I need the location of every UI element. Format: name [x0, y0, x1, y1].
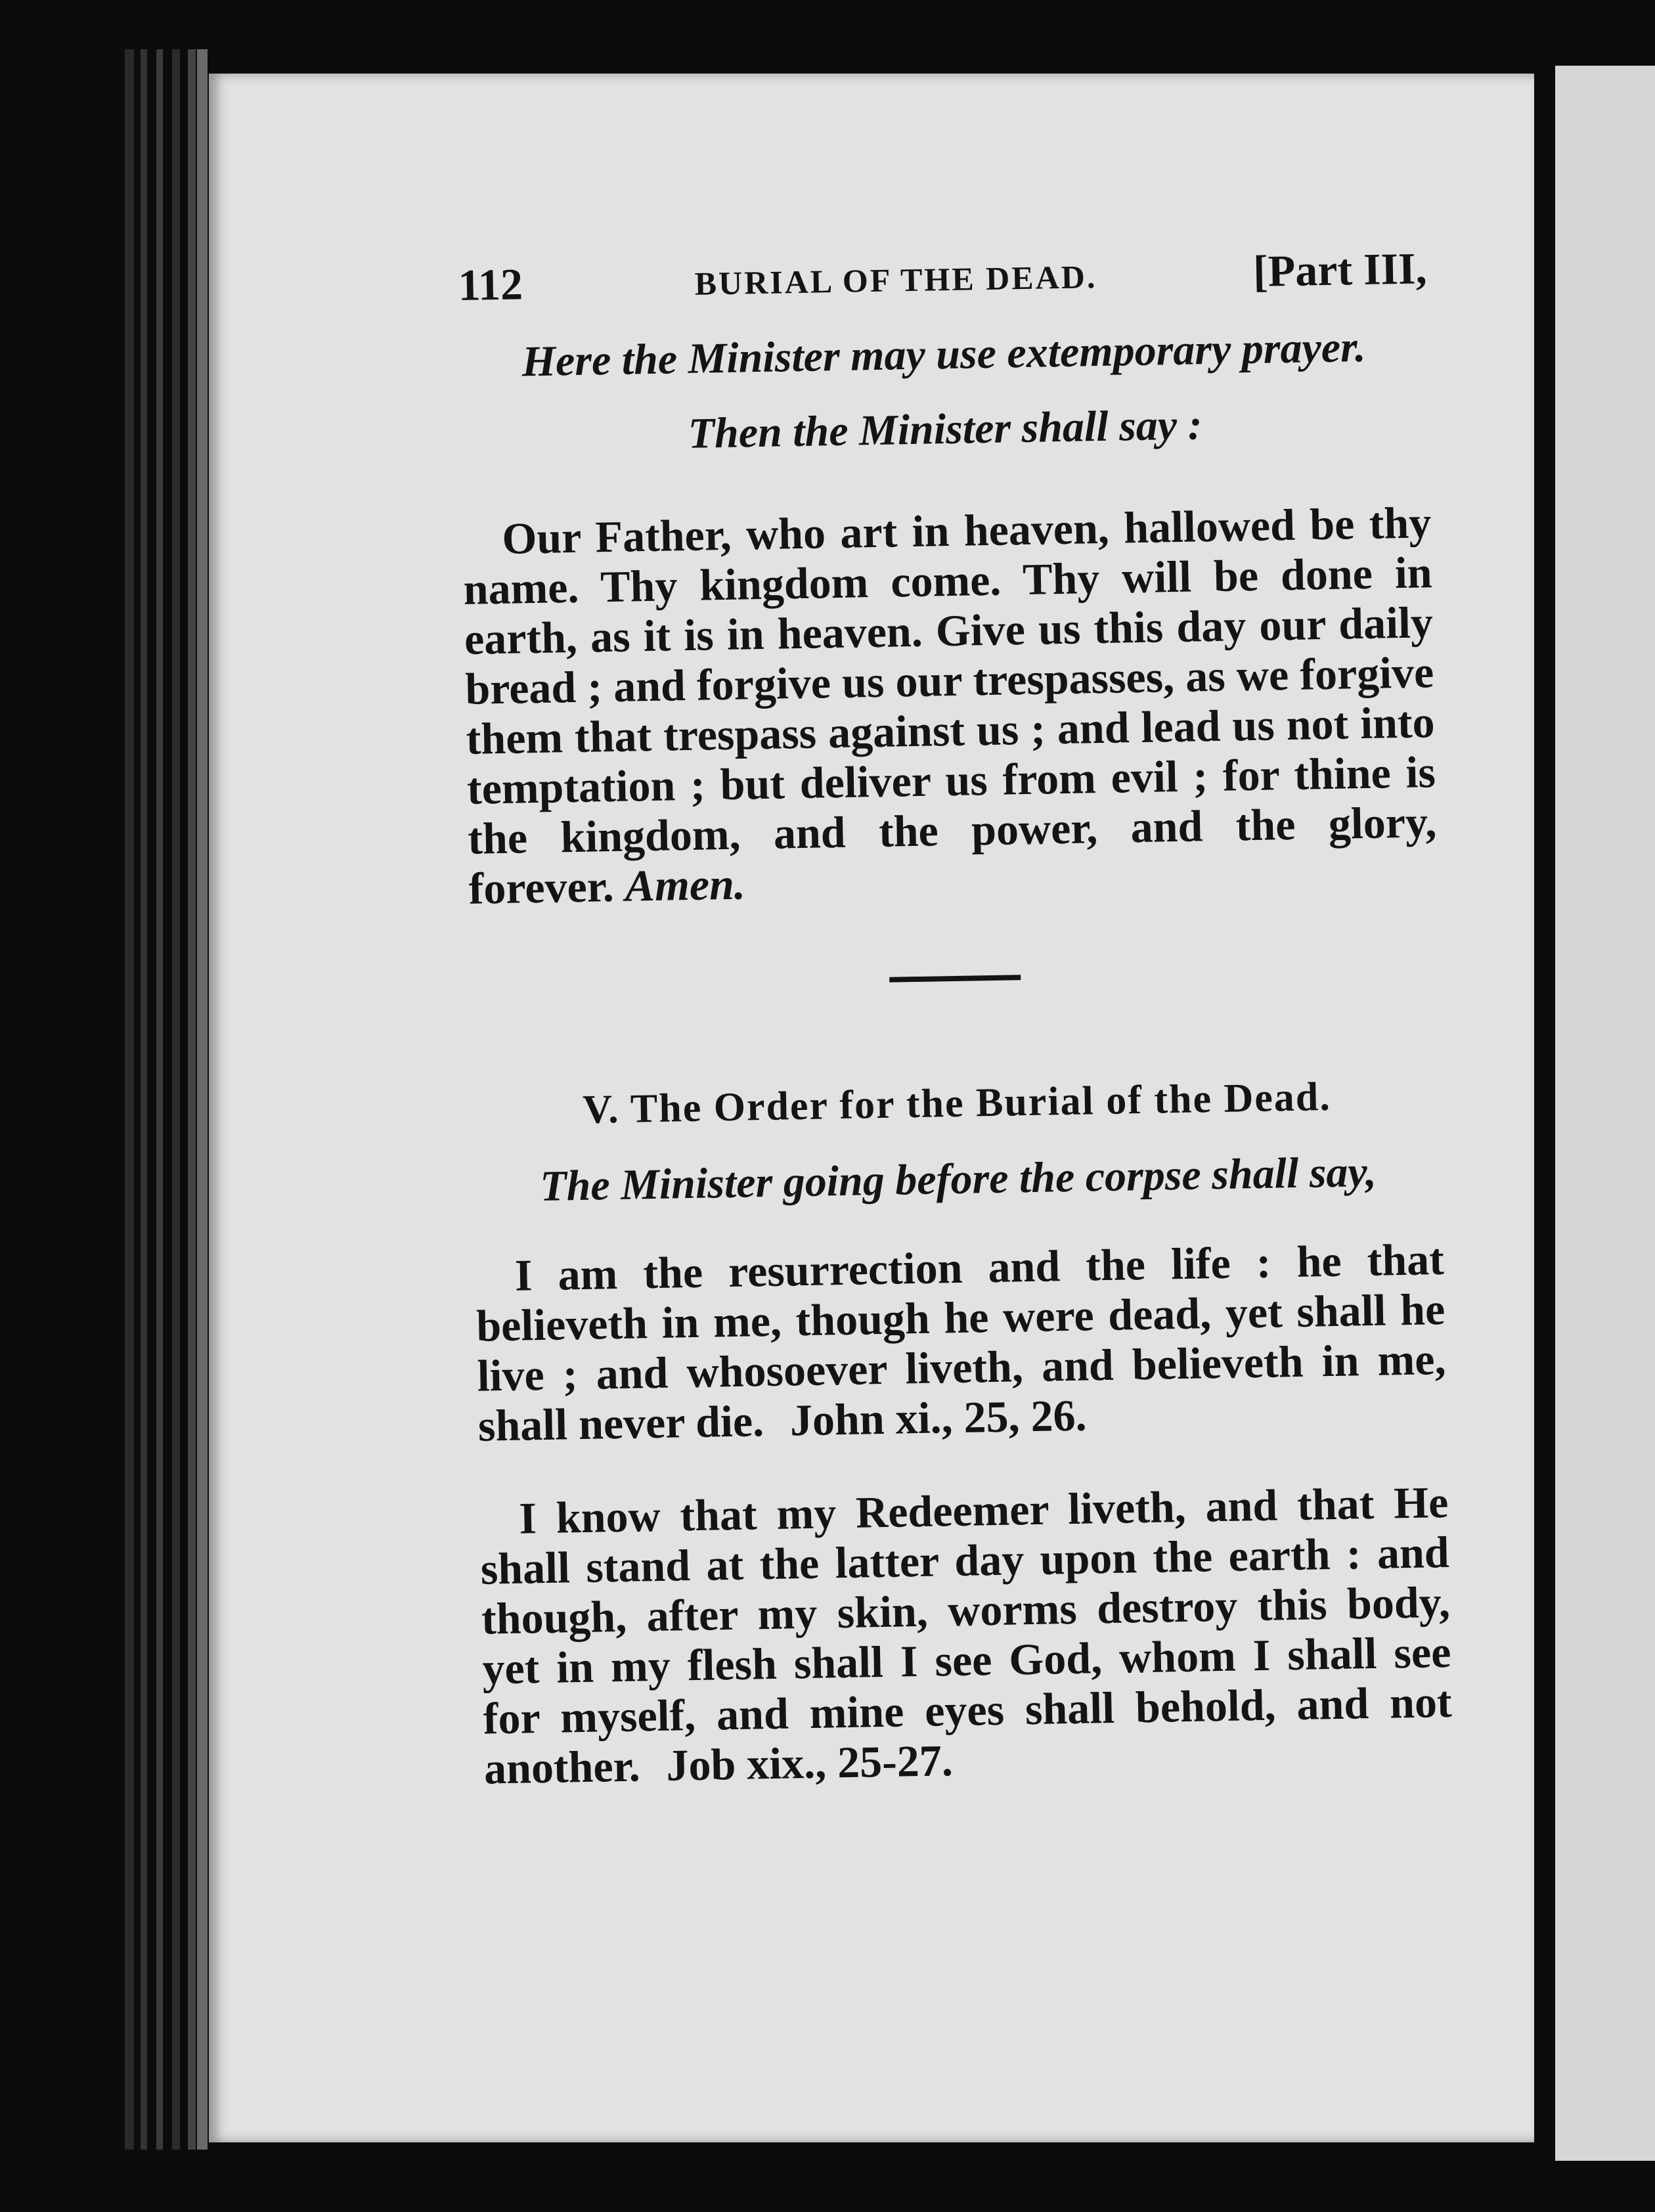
section-divider — [889, 975, 1021, 982]
facing-page-edge — [1555, 66, 1655, 2161]
section-heading: V. The Order for the Burial of the Dead. — [582, 1074, 1332, 1132]
amen: Amen. — [624, 858, 746, 911]
page-edge — [141, 49, 147, 2150]
scripture-citation: Job xix., 25-27. — [665, 1735, 954, 1790]
page-edge — [197, 49, 208, 2150]
lords-prayer-text: Our Father, who art in heaven, hallowed be thy name. Thy kingdom come. Thy will be done in earth, as it is in heaven. Give us this day our daily bread ; and forgive us our trespasses, as we forgive them that trespass against us ; and lead us not into temptation ; but deliver us from evil ; for thine is the kingdom, and the power, and the glory, forever. — [463, 497, 1437, 914]
page-number: 112 — [458, 259, 523, 310]
sentence-redeemer — [479, 1477, 1453, 1794]
page-edge — [125, 49, 134, 2150]
page-edge — [172, 49, 180, 2150]
running-title: BURIAL OF THE DEAD. — [694, 258, 1097, 302]
rubric-extemporary: Here the Minister may use extemporary prayer. — [521, 322, 1367, 386]
sentence-resurrection — [475, 1234, 1447, 1451]
page-edge — [156, 49, 163, 2150]
lords-prayer — [462, 497, 1438, 914]
part-label: [Part III, — [1252, 243, 1428, 296]
scripture-citation: John xi., 25, 26. — [789, 1390, 1088, 1446]
sentence-text: I am the resurrection and the life : he that believeth in me, though he were dead, yet shall he live ; and whosoever liveth, and believeth in me, shall never die. — [475, 1234, 1447, 1451]
page-edge — [188, 49, 196, 2150]
rubric-then: Then the Minister shall say : — [688, 401, 1203, 458]
rubric-corpse: The Minister going before the corpse shall say, — [539, 1147, 1377, 1211]
page-content — [458, 242, 1453, 1793]
sentence-text: I know that my Redeemer liveth, and that He shall stand at the latter day upon the earth : and though, after my skin, worms destroy this body, yet in my flesh shall I see God, whom I shall see for myself, and mine eyes shall behold, and not another. — [480, 1476, 1453, 1794]
